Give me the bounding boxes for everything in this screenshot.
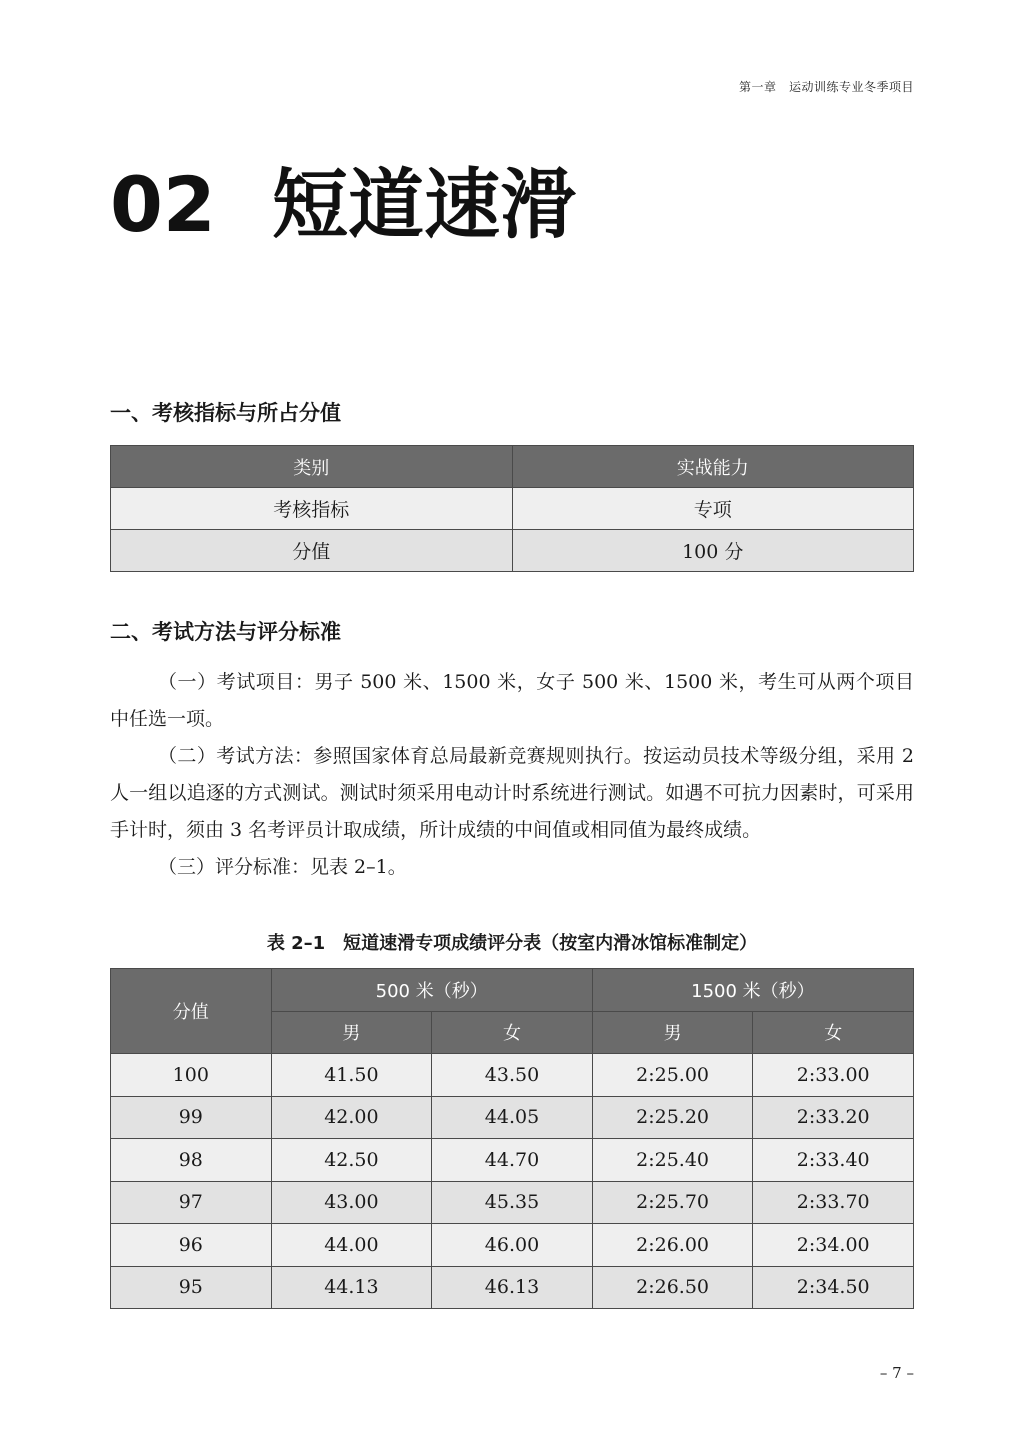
table-cell: 分值 bbox=[111, 530, 513, 572]
table-cell: 2:26.50 bbox=[592, 1266, 753, 1309]
table-cell: 2:25.20 bbox=[592, 1096, 753, 1139]
table-cell: 97 bbox=[111, 1181, 272, 1224]
header-1500m: 1500 米（秒） bbox=[592, 969, 913, 1012]
table-cell: 2:25.40 bbox=[592, 1139, 753, 1182]
table-row bbox=[111, 1096, 914, 1139]
table-cell: 95 bbox=[111, 1266, 272, 1309]
running-head: 第一章 运动训练专业冬季项目 bbox=[738, 80, 914, 94]
table-header-ability: 实战能力 bbox=[512, 446, 914, 488]
table-cell: 43.50 bbox=[432, 1054, 593, 1097]
table-cell: 2:33.00 bbox=[753, 1054, 914, 1097]
table-cell: 2:26.00 bbox=[592, 1224, 753, 1267]
section-heading-assessment: 一、考核指标与所占分值 bbox=[110, 401, 341, 425]
table-cell: 100 bbox=[111, 1054, 272, 1097]
score-table bbox=[110, 968, 914, 1309]
table-cell: 45.35 bbox=[432, 1181, 593, 1224]
table-cell: 专项 bbox=[512, 488, 914, 530]
table-cell: 98 bbox=[111, 1139, 272, 1182]
table-cell: 考核指标 bbox=[111, 488, 513, 530]
header-500m: 500 米（秒） bbox=[271, 969, 592, 1012]
page-number: – 7 – bbox=[879, 1364, 914, 1382]
header-score: 分值 bbox=[111, 969, 272, 1054]
table-cell: 2:25.00 bbox=[592, 1054, 753, 1097]
table-row bbox=[111, 1181, 914, 1224]
table-cell: 2:34.50 bbox=[753, 1266, 914, 1309]
indicator-table bbox=[110, 445, 914, 572]
paragraph-exam-items: （一）考试项目：男子 500 米、1500 米，女子 500 米、1500 米，考生可从两个项目中任选一项。 bbox=[110, 671, 914, 730]
header-500m-male: 男 bbox=[271, 1011, 432, 1054]
header-1500m-female: 女 bbox=[753, 1011, 914, 1054]
table-cell: 46.00 bbox=[432, 1224, 593, 1267]
table-cell: 2:34.00 bbox=[753, 1224, 914, 1267]
section-heading-method: 二、考试方法与评分标准 bbox=[110, 620, 341, 644]
paragraph-exam-method: （二）考试方法：参照国家体育总局最新竞赛规则执行。按运动员技术等级分组，采用 2 人一组以追逐的方式测试。测试时须采用电动计时系统进行测试。如遇不可抗力因素时，可采用手计时，须由 3 名考评员计取成绩，所计成绩的中间值或相同值为最终成绩。 bbox=[110, 745, 914, 841]
table-cell: 2:33.70 bbox=[753, 1181, 914, 1224]
table-cell: 2:25.70 bbox=[592, 1181, 753, 1224]
table-row bbox=[111, 1139, 914, 1182]
table-cell: 44.00 bbox=[271, 1224, 432, 1267]
chapter-title bbox=[110, 160, 576, 250]
table-cell: 44.05 bbox=[432, 1096, 593, 1139]
header-500m-female: 女 bbox=[432, 1011, 593, 1054]
table-cell: 44.13 bbox=[271, 1266, 432, 1309]
header-1500m-male: 男 bbox=[592, 1011, 753, 1054]
table-cell: 100 分 bbox=[512, 530, 914, 572]
table-cell: 42.50 bbox=[271, 1139, 432, 1182]
table-cell: 44.70 bbox=[432, 1139, 593, 1182]
table-cell: 43.00 bbox=[271, 1181, 432, 1224]
paragraph-scoring-standard: （三）评分标准：见表 2–1。 bbox=[158, 856, 407, 878]
table-row bbox=[111, 1224, 914, 1267]
table-row bbox=[111, 530, 914, 572]
table-caption: 表 2–1 短道速滑专项成绩评分表（按室内滑冰馆标准制定） bbox=[266, 933, 758, 954]
table-cell: 2:33.40 bbox=[753, 1139, 914, 1182]
table-cell: 46.13 bbox=[432, 1266, 593, 1309]
table-header-category: 类别 bbox=[111, 446, 513, 488]
table-cell: 41.50 bbox=[271, 1054, 432, 1097]
table-row bbox=[111, 1266, 914, 1309]
chapter-name: 短道速滑 bbox=[272, 160, 576, 249]
table-row bbox=[111, 488, 914, 530]
table-cell: 2:33.20 bbox=[753, 1096, 914, 1139]
table-cell: 99 bbox=[111, 1096, 272, 1139]
table-cell: 42.00 bbox=[271, 1096, 432, 1139]
table-cell: 96 bbox=[111, 1224, 272, 1267]
table-row bbox=[111, 1054, 914, 1097]
chapter-number: 02 bbox=[110, 160, 216, 249]
